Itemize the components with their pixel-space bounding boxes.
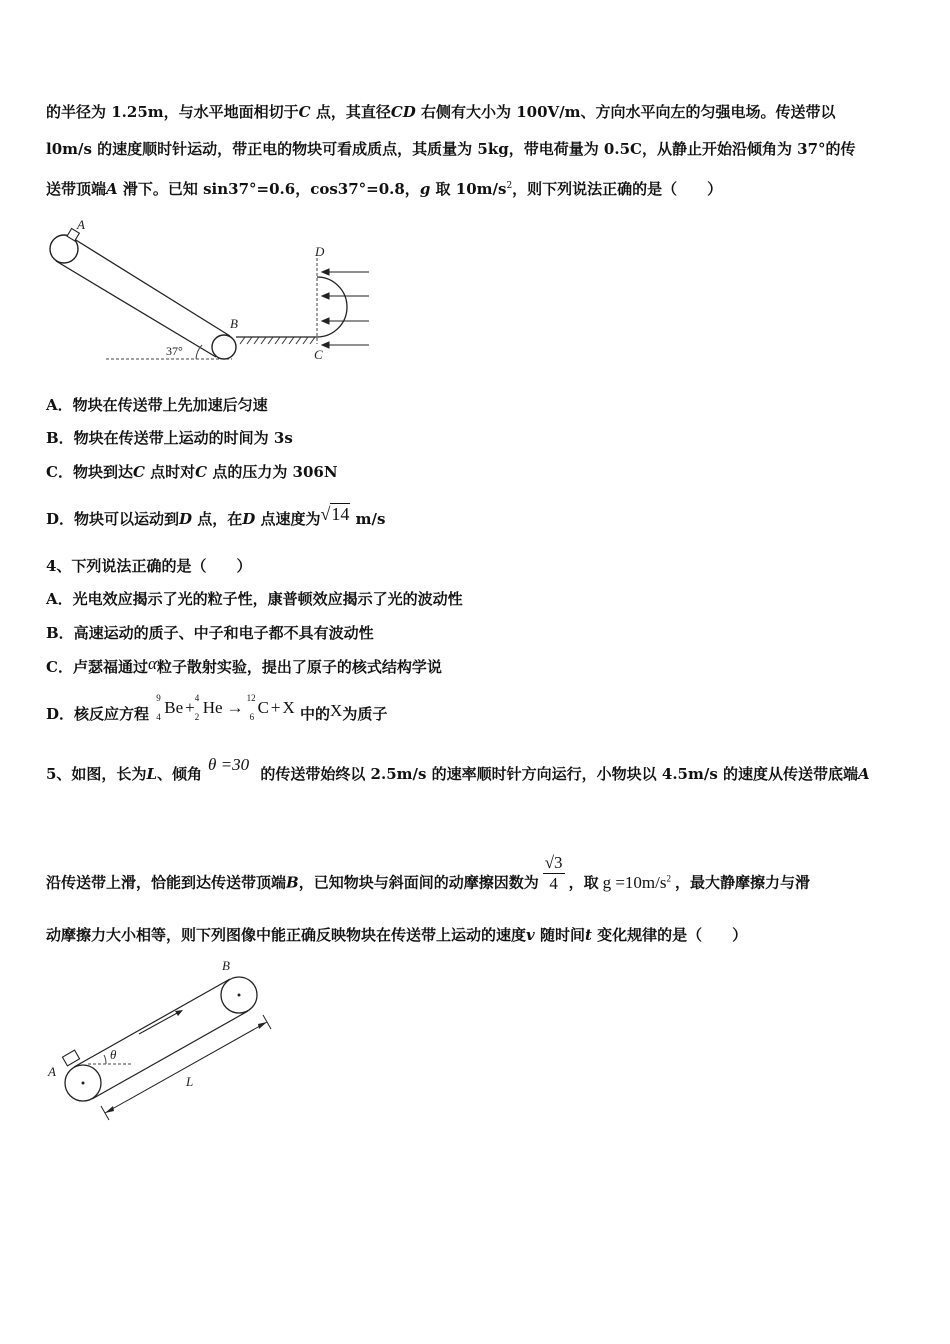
q5-incline-belt-figure: [44, 956, 284, 1126]
q3-field-arrows: [322, 269, 369, 348]
q5-belt-upper: [74, 979, 230, 1067]
q4-option-c: C．卢瑟福通过α粒子散射实验，提出了原子的核式结构学说: [46, 654, 442, 676]
q3-semicircle-track: [317, 277, 347, 337]
q5-label-A: A: [48, 1064, 56, 1079]
q3-option-c: C．物块到达C 点时对C 点的压力为 306N: [46, 463, 338, 481]
q3-option-d: D．物块可以运动到D 点，在D 点速度为√14 m/s: [46, 504, 386, 528]
q5-pulley-a-center: [82, 1082, 85, 1085]
q5-stem-line-3: 动摩擦力大小相等，则下列图像中能正确反映物块在传送带上运动的速度v 随时间t 变化规律的是（ ）: [46, 926, 748, 944]
q3-angle-label: 37°: [166, 344, 183, 358]
nuclide-c: 12 6 C: [246, 693, 269, 722]
friction-fraction: $\frac{√3}{4}$: [544, 853, 563, 893]
q5-stem-line-2: 沿传送带上滑，恰能到达传送带顶端B，已知物块与斜面间的动摩擦因数为 $\frac{√3}{4}$ ，取 $g =10m/s^2$ ，最大静摩擦力与滑: [46, 853, 810, 893]
sqrt-expression: √14: [320, 504, 350, 524]
q5-stem-line-1: 5、如图，长为L、倾角 θ =30 的传送带始终以 2.5m/s 的速率顺时针方向运行，小物块以 4.5m/s 的速度从传送带底端A: [46, 755, 870, 783]
q3-label-B: B: [230, 316, 238, 331]
q5-dim-arrow-left: [105, 1106, 114, 1113]
q3-label-D: D: [315, 244, 325, 259]
q3-stem-line-3: 送带顶端A 滑下。已知 sin37°=0.6，cos37°=0.8，g 取 $10m/s^2$，则下列说法正确的是（ ）: [46, 180, 723, 198]
q3-belt-upper: [71, 237, 230, 336]
q3-label-A: A: [77, 217, 85, 232]
q5-label-L: L: [186, 1074, 194, 1089]
q4-option-d: D．核反应方程 9 4 Be + 4 2 He → 12 6 C + X 中的X为质子: [46, 693, 388, 723]
q3-belt-lower: [56, 261, 216, 357]
nuclear-equation: 9 4 Be + 4 2 He → 12 6 C + X: [156, 693, 295, 722]
q5-label-B: B: [222, 958, 230, 973]
q5-motion-arrow: [139, 1012, 179, 1034]
q4-option-a: A．光电效应揭示了光的粒子性，康普顿效应揭示了光的波动性: [46, 590, 463, 608]
q3-conveyor-figure: [44, 216, 374, 366]
q3-ground-hatching: [240, 337, 315, 344]
q5-theta-arc: [104, 1055, 106, 1064]
q5-block: [62, 1050, 79, 1066]
q3-label-C: C: [314, 347, 323, 362]
q4-option-b: B．高速运动的质子、中子和电子都不具有波动性: [46, 624, 374, 642]
g-value: $g =10m/s^2$: [602, 872, 671, 892]
q5-dim-arrow-right: [258, 1022, 267, 1029]
q3-stem-line-2: l0m/s 的速度顺时针运动，带正电的物块可看成质点，其质量为 5kg，带电荷量为 0.5C，从静止开始沿倾角为 37°的传: [46, 140, 856, 158]
q3-option-b: B．物块在传送带上运动的时间为 3s: [46, 429, 293, 447]
q3-bottom-pulley: [212, 335, 236, 359]
q5-pulley-b-center: [238, 994, 241, 997]
q5-label-theta: θ: [110, 1047, 117, 1062]
q3-option-a: A．物块在传送带上先加速后匀速: [46, 396, 268, 414]
nuclide-he: 4 2 He: [194, 693, 223, 722]
nuclide-be: 9 4 Be: [156, 693, 184, 722]
q3-stem-line-1: 的半径为 1.25m，与水平地面相切于C 点，其直径CD 右侧有大小为 100V/m、方向水平向左的匀强电场。传送带以: [46, 103, 836, 121]
q4-stem: 4、下列说法正确的是（ ）: [46, 557, 252, 575]
